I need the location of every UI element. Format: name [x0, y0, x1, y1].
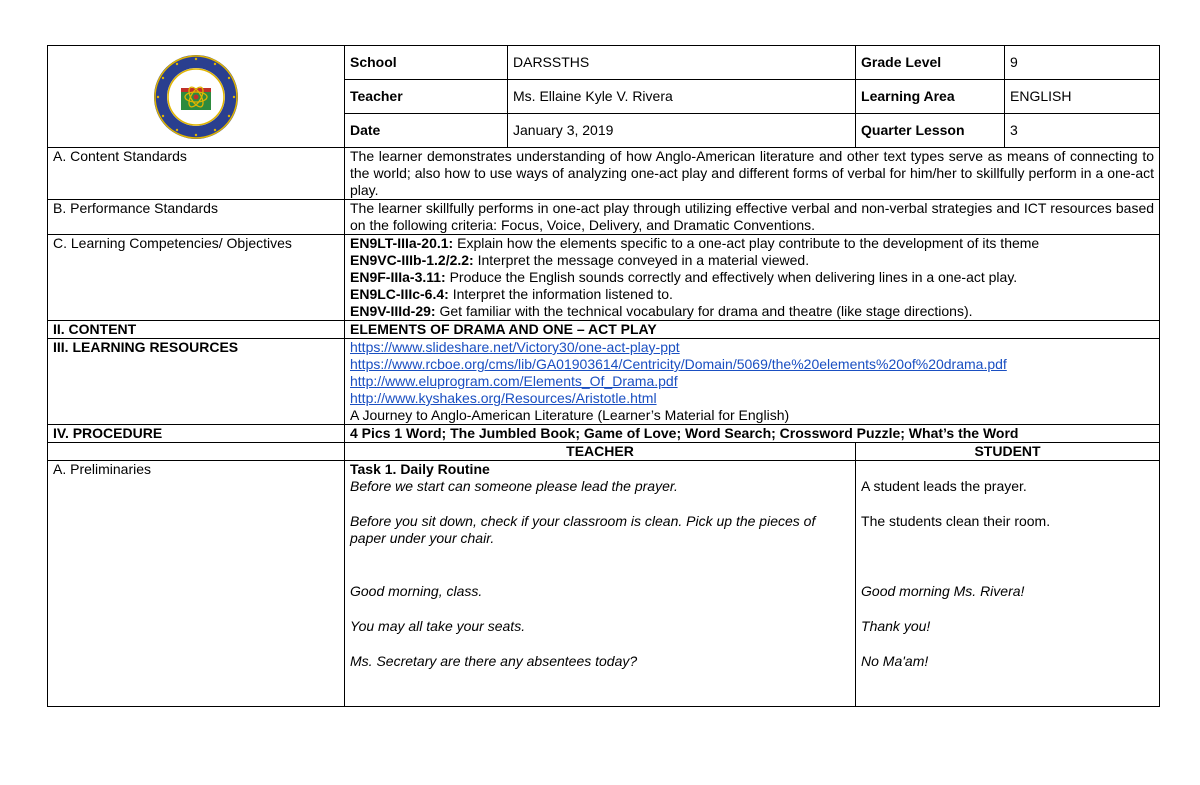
teacher-line: You may all take your seats.	[350, 618, 526, 634]
performance-standards-label: B. Performance Standards	[48, 200, 345, 235]
procedure-value: 4 Pics 1 Word; The Jumbled Book; Game of Love; Word Search; Crossword Puzzle; What’s the Word	[345, 425, 1160, 443]
grade-level-label: Grade Level	[856, 46, 1005, 80]
content-standards-label: A. Content Standards	[48, 148, 345, 200]
learning-resources-label: III. LEARNING RESOURCES	[48, 339, 345, 425]
student-line: Thank you!	[861, 618, 931, 634]
competencies-list	[345, 235, 1160, 321]
student-line: A student leads the prayer.	[861, 478, 1027, 494]
competency-item: EN9LT-IIIa-20.1: Explain how the elements specific to a one-act play contribute to the development of its theme	[350, 235, 1040, 251]
competencies-label: C. Learning Competencies/ Objectives	[48, 235, 345, 321]
student-line: Good morning Ms. Rivera!	[861, 583, 1025, 599]
learning-area-value: ENGLISH	[1005, 80, 1160, 114]
procedure-spacer	[48, 443, 345, 461]
date-label: Date	[345, 114, 508, 148]
quarter-lesson-value: 3	[1005, 114, 1160, 148]
quarter-lesson-label: Quarter Lesson	[856, 114, 1005, 148]
competency-item: EN9F-IIIa-3.11: Produce the English sounds correctly and effectively when delivering lines in a one-act play.	[350, 269, 1018, 285]
school-logo-cell	[48, 46, 345, 148]
content-standards-text: The learner demonstrates understanding of how Anglo-American literature and other text types serve as means of connecting to the world; also how to use ways of analyzing one-act play and different forms of verbal for him/her to skillfully perform in a one-act play.	[345, 148, 1160, 200]
content-label: II. CONTENT	[48, 321, 345, 339]
content-value: ELEMENTS OF DRAMA AND ONE – ACT PLAY	[345, 321, 1160, 339]
school-value: DARSSTHS	[508, 46, 856, 80]
resource-link[interactable]: http://www.eluprogram.com/Elements_Of_Drama.pdf	[350, 373, 678, 389]
teacher-line: Before you sit down, check if your classroom is clean. Pick up the pieces of paper under your chair.	[350, 513, 816, 546]
task-title: Task 1. Daily Routine	[350, 461, 490, 477]
student-column-header: STUDENT	[856, 443, 1160, 461]
student-activity	[856, 461, 1160, 707]
preliminaries-label: A. Preliminaries	[48, 461, 345, 707]
competency-item: EN9VC-IIIb-1.2/2.2: Interpret the message conveyed in a material viewed.	[350, 252, 810, 268]
teacher-line: Before we start can someone please lead the prayer.	[350, 478, 678, 494]
teacher-value: Ms. Ellaine Kyle V. Rivera	[508, 80, 856, 114]
teacher-line: Good morning, class.	[350, 583, 483, 599]
teacher-line: Ms. Secretary are there any absentees today?	[350, 653, 638, 669]
student-line: The students clean their room.	[861, 513, 1051, 529]
teacher-activity	[345, 461, 856, 707]
learning-resources-list	[345, 339, 1160, 425]
performance-standards-text: The learner skillfully performs in one-act play through utilizing effective verbal and non-verbal strategies and ICT resources based on the following criteria: Focus, Voice, Delivery, and Dramatic Conventions.	[345, 200, 1160, 235]
competency-item: EN9LC-IIIc-6.4: Interpret the information listened to.	[350, 286, 673, 302]
date-value: January 3, 2019	[508, 114, 856, 148]
resource-link[interactable]: https://www.slideshare.net/Victory30/one-act-play-ppt	[350, 339, 680, 355]
resource-link[interactable]: http://www.kyshakes.org/Resources/Aristotle.html	[350, 390, 657, 406]
student-line: No Ma'am!	[861, 653, 929, 669]
resource-link[interactable]: https://www.rcboe.org/cms/lib/GA01903614/Centricity/Domain/5069/the%20elements%20of%20drama.pdf	[350, 356, 1007, 372]
resource-book: A Journey to Anglo-American Literature (Learner’s Material for English)	[350, 407, 790, 423]
grade-level-value: 9	[1005, 46, 1160, 80]
learning-area-label: Learning Area	[856, 80, 1005, 114]
school-label: School	[345, 46, 508, 80]
lesson-plan-table	[47, 45, 1160, 707]
teacher-column-header: TEACHER	[345, 443, 856, 461]
teacher-label: Teacher	[345, 80, 508, 114]
procedure-label: IV. PROCEDURE	[48, 425, 345, 443]
school-seal-logo	[151, 52, 241, 142]
competency-item: EN9V-IIId-29: Get familiar with the technical vocabulary for drama and theatre (like stage directions).	[350, 303, 973, 319]
